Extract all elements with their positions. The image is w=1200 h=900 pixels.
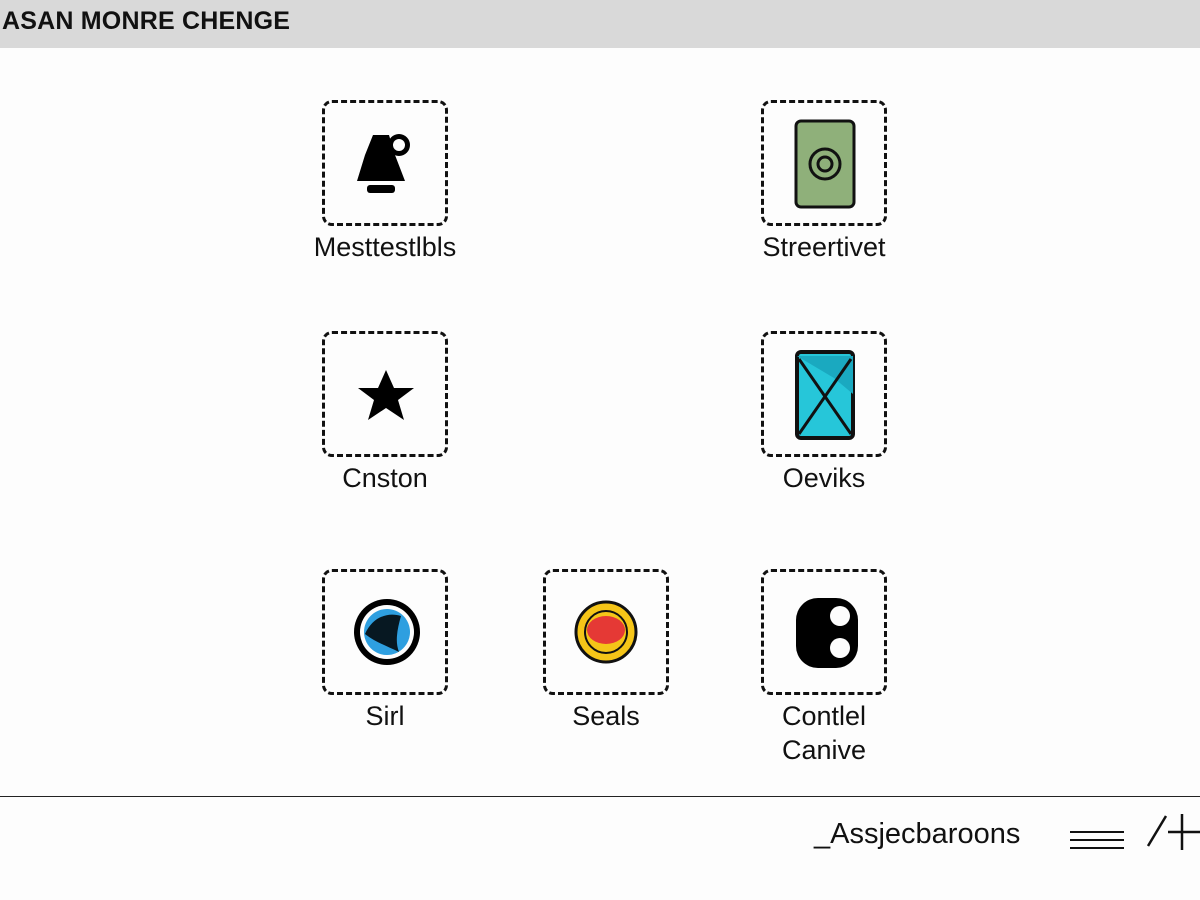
hamburger-icon[interactable] <box>1068 829 1126 851</box>
tile-label-contlel-canive[interactable]: Contlel Canive <box>781 701 867 765</box>
tile-label-cnston[interactable]: Cnston <box>342 463 428 493</box>
tile-seals[interactable] <box>543 569 669 695</box>
tile-mesttestlbls[interactable] <box>322 100 448 226</box>
tile-label-oeviks[interactable]: Oeviks <box>782 463 866 493</box>
tile-label-mesttestlbls[interactable]: Mesttestlbls <box>313 232 457 262</box>
tile-sirl[interactable] <box>322 569 448 695</box>
footer-divider <box>0 796 1200 797</box>
seal-icon <box>546 572 666 692</box>
lens-icon <box>325 572 445 692</box>
x-card-icon <box>764 334 884 454</box>
tile-label-seals[interactable]: Seals <box>572 701 640 731</box>
tile-contlel-canive[interactable] <box>761 569 887 695</box>
window-title: ASAN MONRE CHENGE <box>2 7 291 35</box>
pen-icon[interactable] <box>1144 812 1200 852</box>
star-icon <box>325 334 445 454</box>
bell-icon <box>325 103 445 223</box>
tile-oeviks[interactable] <box>761 331 887 457</box>
speaker-icon <box>764 103 884 223</box>
tile-cnston[interactable] <box>322 331 448 457</box>
toggle-icon <box>764 572 884 692</box>
footer-label[interactable]: _Assjecbaroons <box>814 818 1021 850</box>
title-bar <box>0 0 1200 48</box>
tile-streertivet[interactable] <box>761 100 887 226</box>
tile-label-streertivet[interactable]: Streertivet <box>762 232 886 262</box>
tile-label-sirl[interactable]: Sirl <box>365 701 405 731</box>
